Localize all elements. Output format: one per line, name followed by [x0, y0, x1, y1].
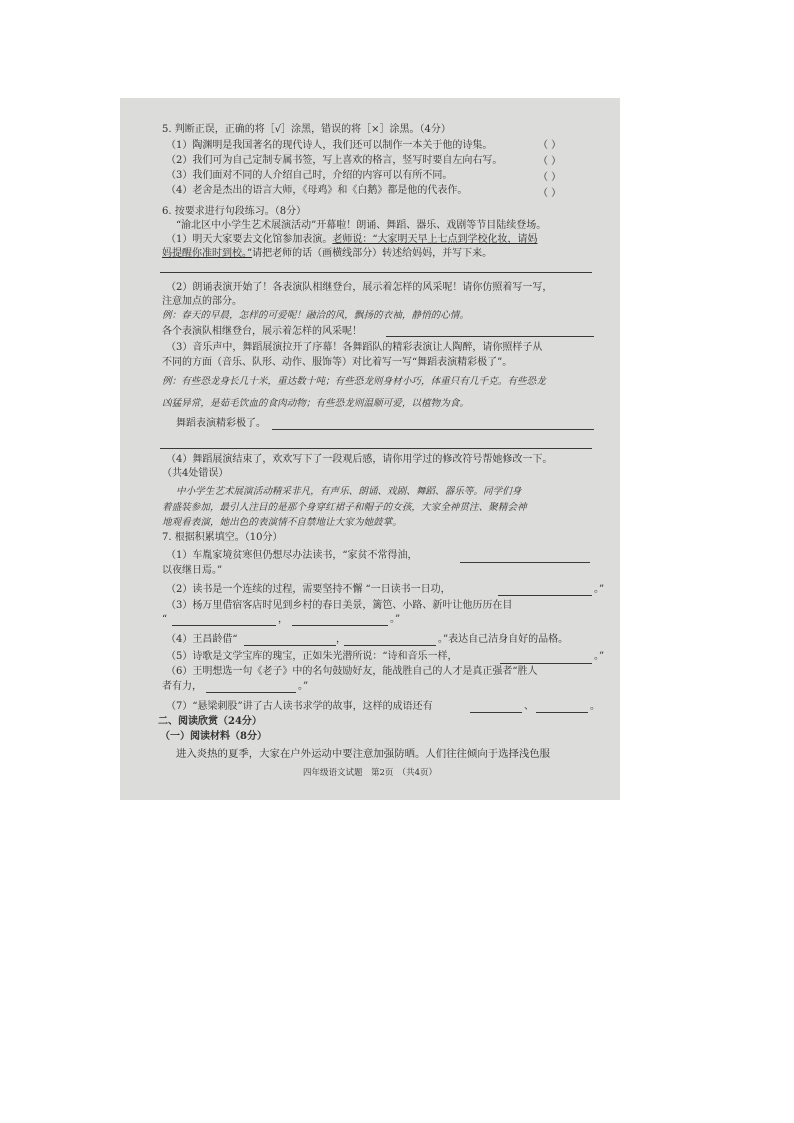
q6-p1-instruction: 请把老师的话（画横线部分）转述给妈妈，并写下来。	[252, 248, 493, 259]
q6-p3-example-1: 例：有些恐龙身长几十米，重达数十吨；有些恐龙则身材小巧，体重只有几千克。有些恐龙	[162, 376, 546, 387]
q7-item-7-end: 。	[590, 701, 600, 712]
q6-p4-passage-3: 地观看表演，她出色的表演情不自禁地让大家为她鼓掌。	[162, 517, 402, 528]
section2-paragraph: 进入炎热的夏季，大家在户外运动中要注意加强防晒。人们往往倾向于选择浅色服	[176, 748, 551, 760]
q6-p1-underlined-quote-end: 妈提醒你准时到校。”	[162, 248, 253, 259]
q5-bracket-4[interactable]: （ ）	[538, 188, 562, 199]
q5-item-1: （1）陶渊明是我国著名的现代诗人，我们还可以制作一本关于他的诗集。	[166, 140, 493, 151]
q6-p2-line2: 注意加点的部分。	[162, 296, 242, 307]
q7-item-4-blank-1[interactable]	[244, 645, 336, 646]
q6-p4-line1: （4）舞蹈展演结束了，欢欢写下了一段观后感，请你用学过的修改符号帮她修改一下。	[166, 454, 553, 465]
q7-title: 7. 根据积累填空。（10分）	[162, 532, 283, 543]
q7-item-2: （2）读书是一个连续的过程，需要坚持不懈 “一日读书一日功，	[166, 584, 451, 595]
q6-p3-line2: 不同的方面（音乐、队形、动作、服饰等）对比着写一写“舞蹈表演精彩极了”。	[162, 357, 513, 368]
q6-p2-example: 例：春天的早晨，怎样的可爱呢！融洽的风，飘扬的衣袖，静悄的心情。	[162, 310, 469, 321]
q7-item-3-blank-1[interactable]	[172, 625, 276, 626]
q7-item-3-open: “	[162, 614, 168, 625]
q7-item-5: （5）诗歌是文学宝库的瑰宝，正如朱光潜所说：“诗和音乐一样，	[166, 651, 458, 662]
q6-p2-answer-line[interactable]	[386, 336, 594, 337]
q7-item-6b: 者有力，	[162, 681, 202, 692]
q6-p4-passage-2: 着盛装参加，最引人注目的是那个身穿红裙子和帽子的女孩，大家全神贯注、聚精会神	[162, 502, 527, 513]
q7-item-3-comma: ，	[278, 614, 288, 625]
q7-item-2-end: 。”	[594, 584, 605, 595]
q7-item-6a: （6）王明想选一句《老子》中的名句鼓励好友，能战胜自己的人才是真正强者“胜人	[166, 666, 538, 677]
q6-p3-line1: （3）音乐声中，舞蹈展演拉开了序幕！各舞蹈队的精彩表演让人陶醉，请你照样子从	[166, 342, 543, 353]
page-footer: 四年级语文试题 第2页 （共4页）	[302, 768, 438, 778]
q6-p1-underlined-quote: 老师说：“大家明天早上七点到学校化妆，请妈	[332, 234, 538, 245]
q6-p4-line2: （共4处错误）	[162, 468, 229, 479]
q7-item-1-blank[interactable]	[460, 562, 590, 563]
q7-item-1a: （1）车胤家境贫寒但仍想尽办法读书，“家贫不常得油，	[166, 550, 418, 561]
q6-p1-line2	[162, 248, 492, 260]
q6-p2-line1: （2）朗诵表演开始了！各表演队相继登台，展示着怎样的风采呢！请你仿照着写一写，	[166, 282, 553, 293]
q6-p3-answer-line-2[interactable]	[160, 448, 592, 449]
q7-item-7-blank-1[interactable]	[470, 712, 522, 713]
q7-item-3-blank-2[interactable]	[292, 625, 388, 626]
q6-intro: “渝北区中小学生艺术展演活动”开幕啦！朗诵、舞蹈、器乐、戏剧等节目陆续登场。	[176, 220, 547, 231]
q7-item-5-blank[interactable]	[500, 663, 592, 664]
q7-item-4-blank-2[interactable]	[344, 645, 436, 646]
exam-page-scan	[120, 98, 620, 800]
q7-item-5-end: 。”	[594, 651, 605, 662]
q5-bracket-2[interactable]: （ ）	[538, 156, 562, 167]
q5-bracket-3[interactable]: （ ）	[538, 172, 562, 183]
q6-p1-text: （1）明天大家要去文化馆参加表演。	[166, 234, 333, 245]
q7-item-3-close: 。”	[390, 614, 401, 625]
q7-item-4a: （4）王昌龄借“	[166, 634, 238, 645]
q5-item-4: （4）老舍是杰出的语言大师，《母鸡》和《白鹅》都是他的代表作。	[166, 185, 468, 196]
q7-item-7-blank-2[interactable]	[536, 712, 588, 713]
q5-bracket-1[interactable]: （ ）	[538, 140, 562, 151]
q6-p3-answer-line-1[interactable]	[272, 429, 594, 430]
q6-title: 6. 按要求进行句段练习。（8分）	[162, 206, 307, 217]
q5-item-3: （3）我们面对不同的人介绍自己时，介绍的内容可以有所不同。	[166, 170, 453, 181]
q7-item-7a: （7）“悬梁刺股”讲了古人读书求学的故事，这样的成语还有	[166, 701, 433, 712]
q7-item-4c: 。”表达自己洁身自好的品格。	[438, 634, 569, 645]
q6-p3-example-2: 凶猛异常，是茹毛饮血的食肉动物；有些恐龙则温顺可爱，以植物为食。	[162, 398, 469, 409]
q7-item-4-comma: ，	[336, 634, 346, 645]
section2-subtitle: （一）阅读材料（8分）	[160, 731, 267, 742]
q6-p1-line1	[166, 234, 538, 246]
q7-item-1b: 以夜继日焉。”	[162, 565, 223, 576]
q7-item-7-sep: 、	[524, 701, 534, 712]
q6-p3-prompt: 舞蹈表演精彩极了。	[176, 418, 266, 429]
q7-item-6-blank[interactable]	[206, 692, 296, 693]
q5-item-2: （2）我们可为自己定制专属书签，写上喜欢的格言，竖写时要自左向右写。	[166, 155, 503, 166]
q7-item-2-blank[interactable]	[498, 595, 592, 596]
q7-item-6-end: 。”	[298, 681, 309, 692]
q6-p1-answer-line[interactable]	[160, 272, 592, 273]
section2-title: 二、阅读欣赏（24分）	[158, 716, 262, 727]
q7-item-3a: （3）杨万里借宿客店时见到乡村的春日美景，篱笆、小路、新叶让他历历在目	[166, 600, 513, 611]
q6-p4-passage-1: 中小学生艺术展演活动精采非凡，有声乐、朗诵、戏剧、舞蹈、器乐等。同学们身	[176, 486, 522, 497]
q5-title: 5. 判断正误，正确的将［√］涂黑，错误的将［×］涂黑。（4分）	[162, 124, 451, 135]
q6-p2-prompt: 各个表演队相继登台，展示着怎样的风采呢！	[162, 326, 362, 337]
